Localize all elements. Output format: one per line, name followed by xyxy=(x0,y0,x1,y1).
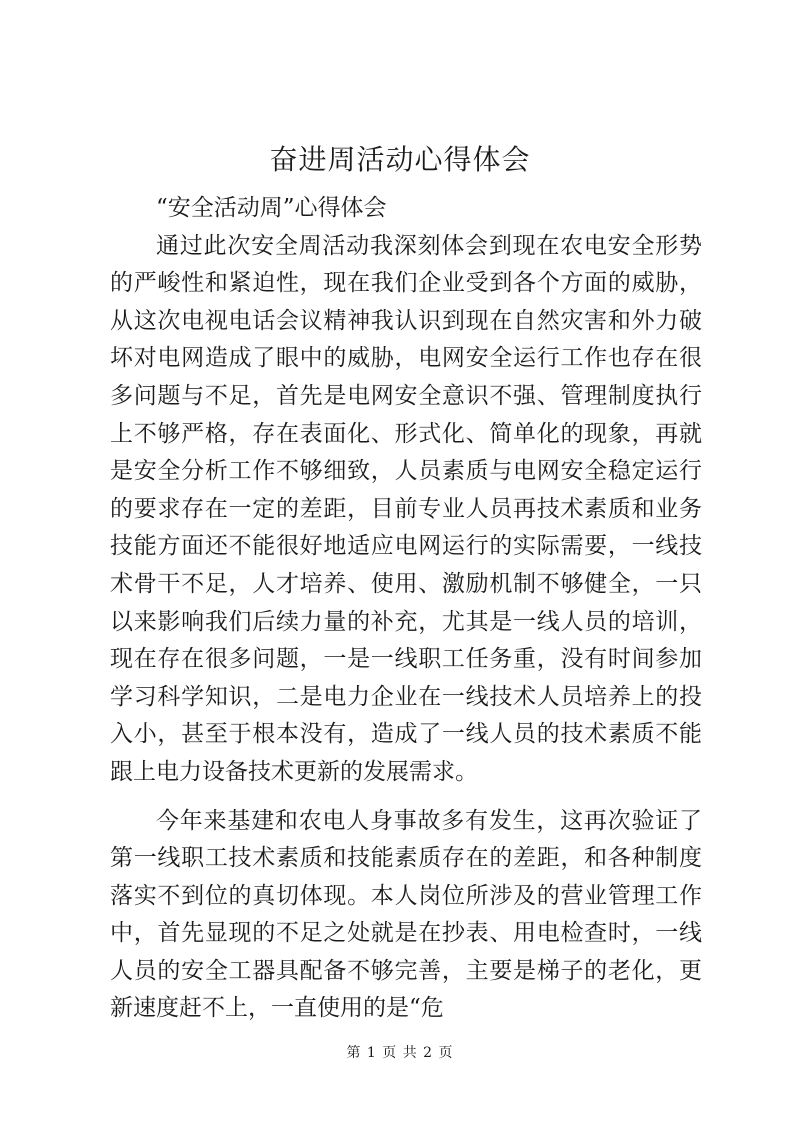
page-footer: 第 1 页 共 2 页 xyxy=(346,1045,454,1061)
body-paragraph-1: 通过此次安全周活动我深刻体会到现在农电安全形势的严峻性和紧迫性，现在我们企业受到各个方面的威胁，从这次电视电话会议精神我认识到现在自然灾害和外力破坏对电网造成了眼中的威胁，电网安全运行工作也存在很多问题与不足，首先是电网安全意识不强、管理制度执行上不够严格，存在表面化、形式化、简单化的现象，再就是安全分析工作不够细致，人员素质与电网安全稳定运行的要求存在一定的差距，目前专业人员再技术素质和业务技能方面还不能很好地适应电网运行的实际需要，一线技术骨干不足，人才培养、使用、激励机制不够健全，一只以来影响我们后续力量的补充，尤其是一线人员的培训，现在存在很多问题，一是一线职工任务重，没有时间参加学习科学知识，二是电力企业在一线技术人员培养上的投入小，甚至于根本没有，造成了一线人员的技术素质不能跟上电力设备技术更新的发展需求。 xyxy=(110,232,702,785)
subtitle-paragraph: “安全活动周”心得体会 xyxy=(156,195,387,221)
document-body xyxy=(110,190,702,1028)
body-paragraph-2: 今年来基建和农电人身事故多有发生，这再次验证了第一线职工技术素质和技能素质存在的差距，和各种制度落实不到位的真切体现。本人岗位所涉及的营业管理工作中，首先显现的不足之处就是在抄表、用电检查时，一线人员的安全工器具配备不够完善，主要是梯子的老化，更新速度赶不上，一直使用的是“危 xyxy=(110,807,702,1022)
document-title: 奋进周活动心得体会 xyxy=(269,143,531,176)
